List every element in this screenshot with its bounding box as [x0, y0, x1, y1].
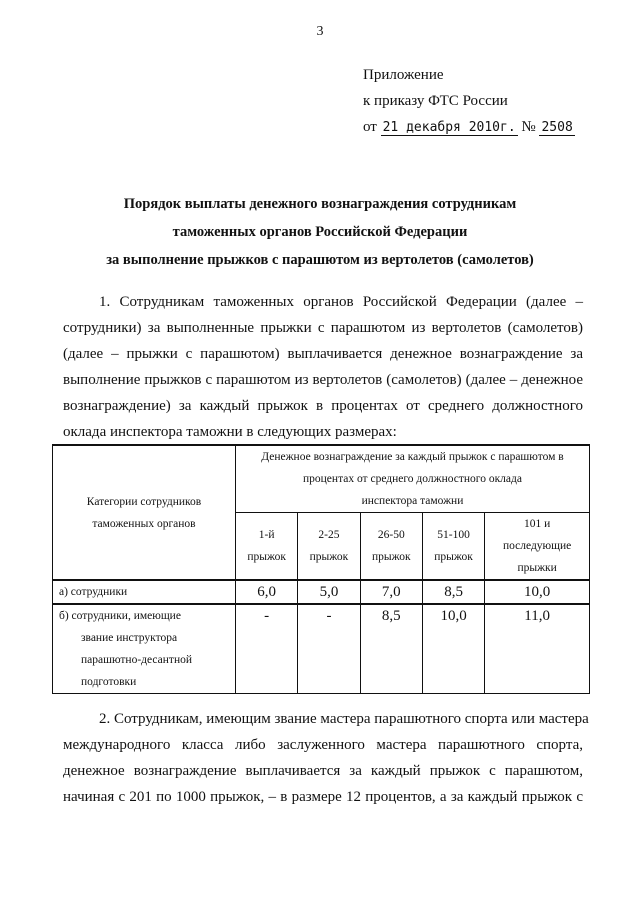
column-header-jump-51-100 — [422, 513, 484, 581]
paragraph-2-line: международного класса либо заслуженного мастера парашютного спорта, — [63, 737, 583, 753]
paragraph-2-line: 2. Сотрудникам, имеющим звание мастера парашютного спорта или мастера — [99, 711, 589, 727]
row-category-line: парашютно-десантной — [81, 654, 192, 666]
appendix-date-line — [363, 114, 575, 141]
reward-rates-table — [52, 444, 590, 694]
column-header-jump-101-plus — [485, 513, 590, 581]
paragraph-1-line: сотрудники) за выполненные прыжки с парашютом из вертолетов (самолетов) — [63, 320, 583, 336]
paragraph-2-line: денежное вознаграждение выплачивается за каждый прыжок с парашютом, — [63, 763, 583, 779]
row-category-cell — [53, 580, 236, 604]
table-cell-value: 8,5 — [360, 604, 422, 694]
reward-header-line: инспектора таможни — [361, 495, 464, 507]
paragraph-1-line: вознаграждение) за каждый прыжок в процентах от среднего должностного — [63, 398, 583, 414]
column-header-line: 101 и — [523, 518, 551, 530]
table-cell-value: 5,0 — [298, 580, 360, 604]
column-header-line: прыжок — [434, 551, 473, 563]
table-cell-value: 10,0 — [422, 604, 484, 694]
row-category-line: подготовки — [81, 676, 137, 688]
row-category-cell — [53, 604, 236, 694]
table-cell-value: 10,0 — [485, 580, 590, 604]
reward-header-line: Денежное вознаграждение за каждый прыжок с парашютом в — [261, 451, 564, 463]
column-header-jump-1 — [236, 513, 298, 581]
title-line-1: Порядок выплаты денежного вознаграждения сотрудникам — [123, 196, 517, 212]
paragraph-2-line: начиная с 201 по 1000 прыжок, – в размере 12 процентов, а за каждый прыжок с — [63, 789, 583, 805]
paragraph-1-line: (далее – прыжки с парашютом) выплачивается денежное вознаграждение за — [63, 346, 583, 362]
category-header-line: таможенных органов — [92, 517, 196, 530]
table-cell-value: - — [298, 604, 360, 694]
page-number: 3 — [316, 24, 324, 39]
reward-header-line: процентах от среднего должностного оклада — [303, 473, 522, 485]
table-cell-value: 11,0 — [485, 604, 590, 694]
category-header-cell — [53, 445, 236, 580]
appendix-number-sign: № — [521, 119, 536, 135]
row-category-line: а) сотрудники — [59, 586, 128, 598]
table-cell-value: 6,0 — [236, 580, 298, 604]
appendix-label: Приложение — [363, 67, 444, 83]
column-header-line: 2-25 — [318, 529, 340, 541]
title-line-3: за выполнение прыжков с парашютом из вертолетов (самолетов) — [106, 252, 534, 268]
paragraph-1-line: оклада инспектора таможни в следующих размерах: — [63, 424, 397, 440]
appendix-number: 2508 — [541, 120, 573, 135]
column-header-line: последующие — [502, 540, 572, 552]
document-title — [0, 190, 640, 274]
table-cell-value: - — [236, 604, 298, 694]
paragraph-1 — [63, 289, 583, 445]
table-row — [53, 580, 590, 604]
column-header-jump-26-50 — [360, 513, 422, 581]
appendix-date-prefix: от — [363, 119, 377, 135]
paragraph-1-line: 1. Сотрудникам таможенных органов Российской Федерации (далее – — [99, 294, 583, 310]
column-header-line: прыжок — [371, 551, 411, 563]
table-cell-value: 7,0 — [360, 580, 422, 604]
column-header-line: прыжок — [247, 551, 286, 563]
column-header-line: 1-й — [258, 529, 275, 541]
category-header-line: Категории сотрудников — [86, 495, 202, 508]
paragraph-1-line: выполнение прыжков с парашютом из вертолетов (самолетов) (далее – денежное — [63, 372, 583, 388]
title-line-2: таможенных органов Российской Федерации — [172, 224, 468, 240]
table-cell-value: 8,5 — [422, 580, 484, 604]
table-header-row — [53, 445, 590, 513]
column-header-jump-2-25 — [298, 513, 360, 581]
reward-header-cell — [236, 445, 590, 513]
row-category-line: б) сотрудники, имеющие — [59, 610, 181, 622]
paragraph-2 — [63, 706, 589, 810]
appendix-order-ref: к приказу ФТС России — [363, 93, 508, 109]
column-header-line: 51-100 — [437, 529, 470, 541]
appendix-date: 21 декабря 2010г. — [382, 120, 516, 135]
appendix-block — [363, 62, 575, 141]
column-header-line: прыжки — [517, 562, 557, 574]
column-header-line: 26-50 — [377, 529, 405, 541]
column-header-line: прыжок — [309, 551, 349, 563]
table-row — [53, 604, 590, 694]
row-category-line: звание инструктора — [81, 632, 178, 644]
